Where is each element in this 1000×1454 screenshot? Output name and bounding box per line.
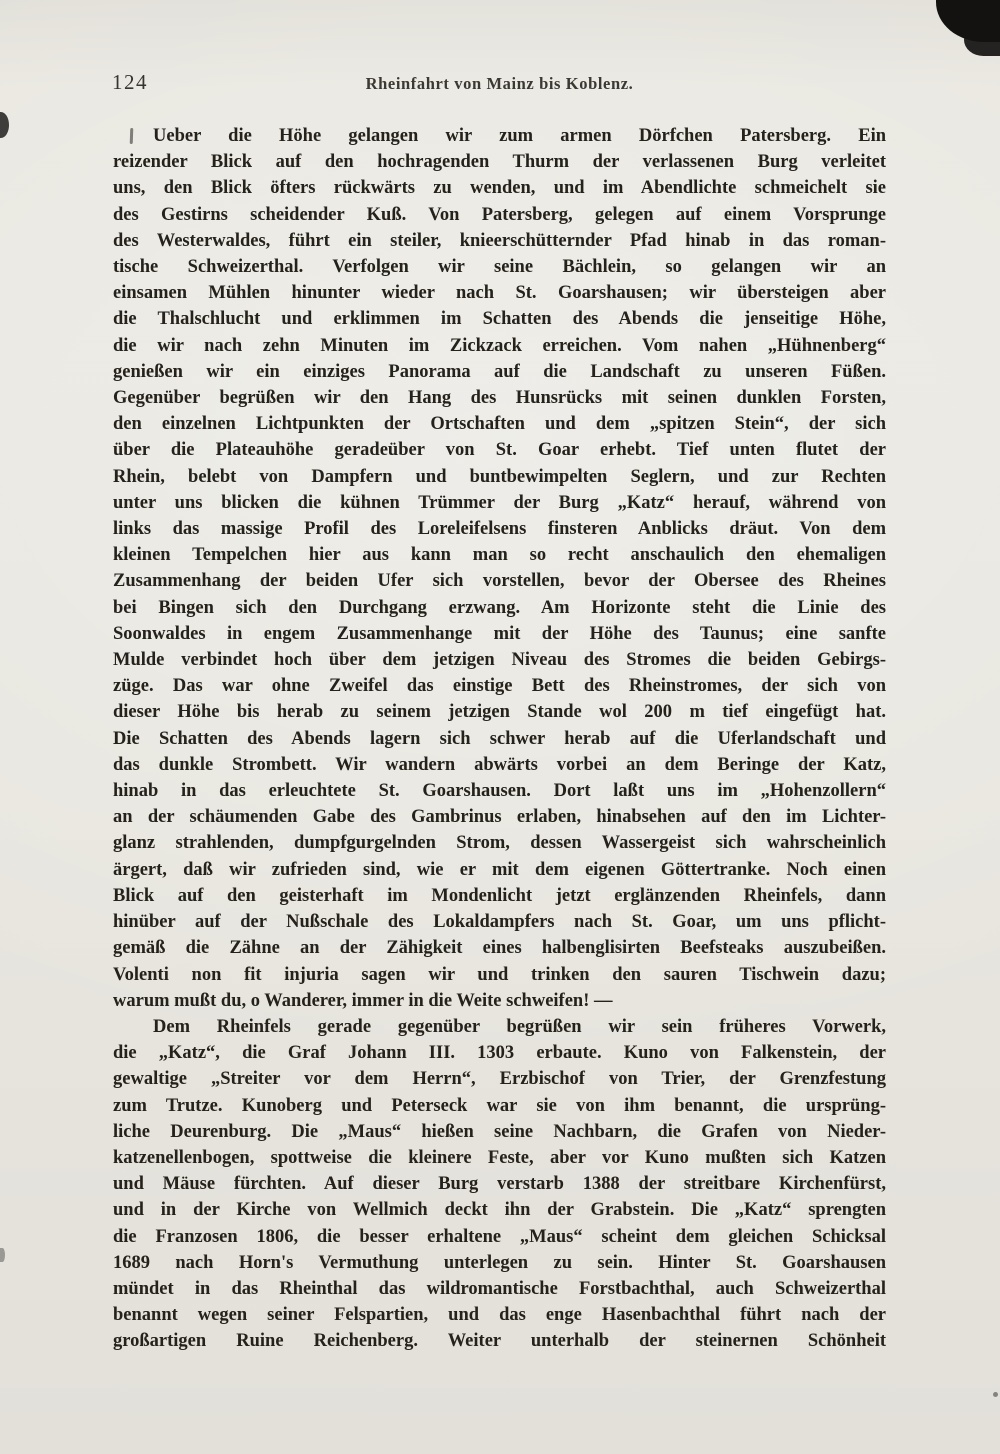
- text-block: [113, 123, 886, 1355]
- text-line: die wir nach zehn Minuten im Zickzack erreichen. Vom nahen „Hühnenberg“: [113, 335, 886, 356]
- text-line: benannt wegen seiner Felspartien, und das enge Hasenbachthal führt nach der: [113, 1305, 886, 1326]
- text-line: mündet in das Rheinthal das wildromantische Forstbachthal, auch Schweizerthal: [113, 1278, 886, 1299]
- text-line: Gegenüber begrüßen wir den Hang des Hunsrücks mit seinen dunklen Forsten,: [113, 388, 886, 409]
- text-line: einsamen Mühlen hinunter wieder nach St. Goarshausen; wir übersteigen aber: [113, 283, 886, 304]
- text-line: Rhein, belebt von Dampfern und buntbewimpelten Seglern, und zur Rechten: [113, 466, 886, 487]
- text-line: kleinen Tempelchen hier aus kann man so recht anschaulich den ehemaligen: [113, 545, 886, 566]
- scan-artifact-left-edge-2: [0, 1248, 5, 1262]
- running-header: Rheinfahrt von Mainz bis Koblenz.: [365, 74, 634, 93]
- text-line: bei Bingen sich den Durchgang erzwang. Am Horizonte steht die Linie des: [113, 597, 886, 618]
- text-line: hinüber auf der Nußschale des Lokaldampfers nach St. Goar, um uns pflicht-: [113, 912, 886, 933]
- text-line: ärgert, daß wir zufrieden sind, wie er mit dem eigenen Göttertranke. Noch einen: [113, 859, 886, 880]
- text-line: das dunkle Strombett. Wir wandern abwärts vorbei an dem Beringe der Katz,: [113, 754, 886, 775]
- text-line: züge. Das war ohne Zweifel das einstige Bett des Rheinstromes, der sich von: [113, 676, 886, 697]
- text-line: Ueber die Höhe gelangen wir zum armen Dörfchen Patersberg. Ein: [153, 126, 886, 146]
- scan-artifact-left-edge: [0, 112, 9, 138]
- text-line: und in der Kirche von Wellmich deckt ihn der Grabstein. Die „Katz“ sprengten: [113, 1200, 886, 1221]
- text-line: Soonwaldes in engem Zusammenhange mit der Höhe des Taunus; eine sanfte: [113, 623, 886, 644]
- text-line: links das massige Profil des Loreleifelsens finsteren Anblicks dräut. Von dem: [113, 519, 886, 540]
- text-line: genießen wir ein einziges Panorama auf die Landschaft zu unseren Füßen.: [113, 361, 886, 382]
- scan-artifact-speck: [993, 1392, 998, 1397]
- text-line: Blick auf den geisterhaft im Mondenlicht jetzt erglänzenden Rheinfels, dann: [113, 885, 886, 906]
- text-line: des Westerwaldes, führt ein steiler, knieerschütternder Pfad hinab in das roman-: [113, 230, 886, 251]
- text-line: Die Schatten des Abends lagern sich schwer herab auf die Uferlandschaft und: [113, 728, 886, 749]
- text-line: Mulde verbindet hoch über dem jetzigen Niveau des Stromes die beiden Gebirgs-: [113, 650, 886, 671]
- text-line: katzenellenbogen, spottweise die kleinere Feste, aber vor Kuno mußten sich Katzen: [113, 1147, 886, 1168]
- text-line: des Gestirns scheidender Kuß. Von Patersberg, gelegen auf einem Vorsprunge: [113, 204, 886, 225]
- text-line: hinab in das erleuchtete St. Goarshausen. Dort laßt uns im „Hohenzollern“: [113, 781, 886, 802]
- text-line: 1689 nach Horn's Vermuthung unterlegen zu sein. Hinter St. Goarshausen: [113, 1252, 886, 1273]
- text-line: die Thalschlucht und erklimmen im Schatten des Abends die jenseitige Höhe,: [113, 309, 886, 330]
- text-line: reizender Blick auf den hochragenden Thurm der verlassenen Burg verleitet: [113, 152, 886, 173]
- text-line: warum mußt du, o Wanderer, immer in die Weite schweifen! —: [113, 990, 613, 1011]
- text-line: zum Trutze. Kunoberg und Peterseck war sie von ihm benannt, die ursprüng-: [113, 1095, 886, 1116]
- text-line: und Mäuse fürchten. Auf dieser Burg verstarb 1388 der streitbare Kirchenfürst,: [113, 1174, 886, 1195]
- scan-artifact-corner-blob-lobe: [964, 26, 1000, 56]
- text-line: uns, den Blick öfters rückwärts zu wenden, und im Abendlichte schmeichelt sie: [113, 178, 886, 199]
- text-line: an der schäumenden Gabe des Gambrinus erlaben, hinabsehen auf den im Lichter-: [113, 807, 886, 828]
- text-line: dieser Höhe bis herab zu seinem jetzigen Stande wol 200 m tief eingefügt hat.: [113, 702, 886, 723]
- text-line: die Franzosen 1806, die besser erhaltene „Maus“ scheint dem gleichen Schicksal: [113, 1226, 886, 1247]
- text-line: über die Plateauhöhe geradeüber von St. Goar erhebt. Tief unten flutet der: [113, 440, 886, 461]
- text-line: Dem Rheinfels gerade gegenüber begrüßen wir sein früheres Vorwerk,: [153, 1016, 886, 1037]
- text-line: Volenti non fit injuria sagen wir und trinken den sauren Tischwein dazu;: [113, 964, 886, 985]
- text-line: Zusammenhang der beiden Ufer sich vorstellen, bevor der Obersee des Rheines: [113, 571, 886, 592]
- text-line: glanz strahlenden, dumpfgurgelnden Strom, dessen Wassergeist sich wahrscheinlich: [113, 833, 886, 854]
- text-line: unter uns blicken die kühnen Trümmer der Burg „Katz“ herauf, während von: [113, 492, 886, 513]
- text-line: den einzelnen Lichtpunkten der Ortschaften und dem „spitzen Stein“, der sich: [113, 414, 886, 435]
- text-line: die „Katz“, die Graf Johann III. 1303 erbaute. Kuno von Falkenstein, der: [113, 1043, 886, 1064]
- text-line: liche Deurenburg. Die „Maus“ hießen seine Nachbarn, die Grafen von Nieder-: [113, 1121, 886, 1142]
- page-number: 124: [112, 70, 148, 94]
- text-line: gemäß die Zähne an der Zähigkeit eines halbenglisirten Beefsteaks auszubeißen.: [113, 938, 886, 959]
- text-line: gewaltige „Streiter vor dem Herrn“, Erzbischof von Trier, der Grenzfestung: [113, 1069, 886, 1090]
- text-line: großartigen Ruine Reichenberg. Weiter unterhalb der steinernen Schönheit: [113, 1331, 886, 1352]
- text-line: tische Schweizerthal. Verfolgen wir seine Bächlein, so gelangen wir an: [113, 257, 886, 278]
